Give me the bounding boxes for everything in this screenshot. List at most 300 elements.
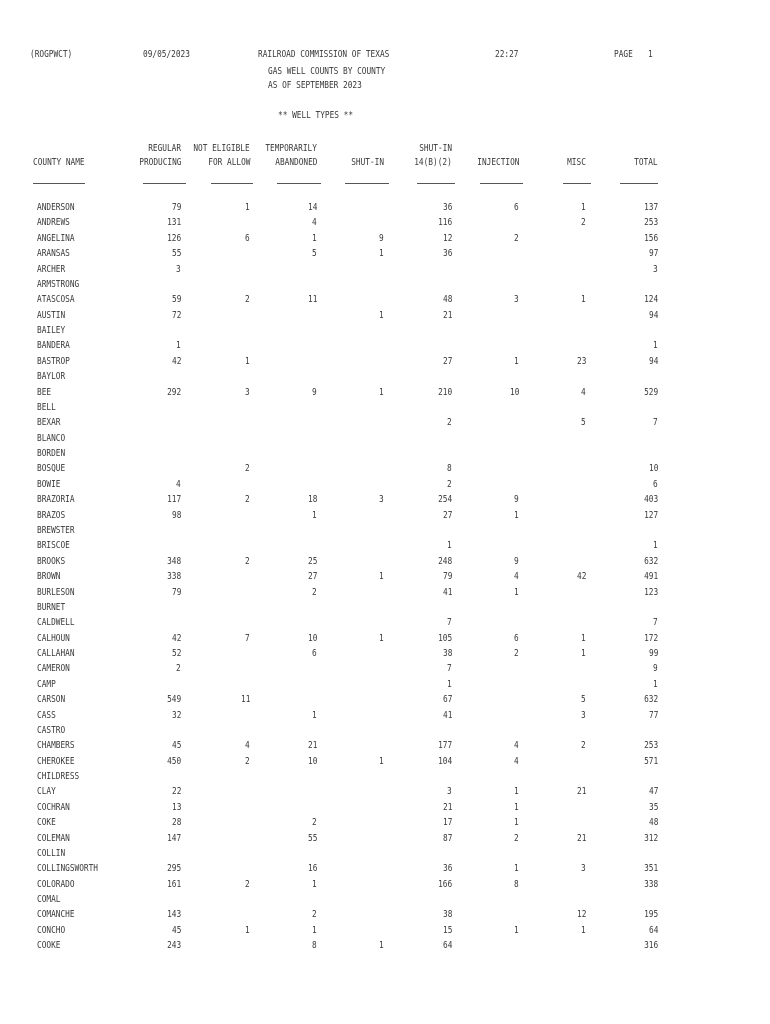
table-row [0, 310, 770, 323]
cell-total: 253 [643, 740, 658, 752]
cell-county-name: COLLINGSWORTH [37, 863, 98, 875]
header-underline [33, 183, 85, 184]
cell-total: 35 [648, 801, 658, 813]
cell-regular-producing: 1 [176, 340, 181, 352]
table-row [0, 648, 770, 661]
cell-shut-in-14b2: 41 [442, 709, 452, 721]
cell-total: 10 [648, 463, 658, 475]
table-row [0, 679, 770, 692]
cell-shut-in-14b2: 27 [442, 509, 452, 521]
table-row [0, 417, 770, 430]
cell-county-name: ARANSAS [37, 248, 70, 260]
table-row [0, 786, 770, 799]
cell-temporarily-abandoned: 2 [312, 909, 317, 921]
cell-county-name: BAILEY [37, 325, 66, 337]
cell-total: 1 [653, 340, 658, 352]
cell-regular-producing: 13 [171, 801, 181, 813]
cell-shut-in: 9 [379, 232, 384, 244]
cell-shut-in-14b2: 87 [442, 832, 452, 844]
cell-misc: 1 [581, 294, 586, 306]
cell-injection: 1 [514, 924, 519, 936]
col-header-not-eligible-for-allow-top: NOT ELIGIBLE [193, 143, 250, 154]
header-underline [480, 183, 523, 184]
cell-temporarily-abandoned: 1 [312, 924, 317, 936]
cell-regular-producing: 4 [176, 478, 181, 490]
cell-not-eligible-for-allow: 1 [245, 355, 250, 367]
table-row [0, 710, 770, 723]
cell-regular-producing: 450 [166, 755, 181, 767]
header-underline [143, 183, 186, 184]
cell-total: 3 [653, 263, 658, 275]
table-row [0, 325, 770, 338]
cell-total: 94 [648, 355, 658, 367]
cell-county-name: BEXAR [37, 417, 61, 429]
cell-county-name: ARCHER [37, 263, 66, 275]
report-subtitle: GAS WELL COUNTS BY COUNTY [268, 66, 386, 77]
cell-shut-in: 1 [379, 632, 384, 644]
cell-shut-in-14b2: 41 [442, 586, 452, 598]
cell-total: 253 [643, 217, 658, 229]
cell-regular-producing: 338 [166, 571, 181, 583]
cell-temporarily-abandoned: 1 [312, 878, 317, 890]
cell-regular-producing: 72 [171, 309, 181, 321]
cell-county-name: COKE [37, 817, 56, 829]
cell-temporarily-abandoned: 27 [307, 571, 317, 583]
table-row [0, 817, 770, 830]
cell-shut-in-14b2: 21 [442, 801, 452, 813]
cell-misc: 1 [581, 202, 586, 213]
cell-county-name: COMAL [37, 894, 61, 906]
table-row [0, 771, 770, 784]
cell-temporarily-abandoned: 9 [312, 386, 317, 398]
cell-shut-in-14b2: 21 [442, 309, 452, 321]
cell-total: 1 [653, 678, 658, 690]
table-row [0, 863, 770, 876]
table-row [0, 264, 770, 277]
cell-shut-in-14b2: 36 [442, 202, 452, 213]
cell-total: 124 [643, 294, 658, 306]
table-row [0, 587, 770, 600]
cell-county-name: AUSTIN [37, 309, 66, 321]
cell-shut-in: 1 [379, 248, 384, 260]
cell-regular-producing: 2 [176, 663, 181, 675]
cell-shut-in-14b2: 64 [442, 940, 452, 952]
header-underline [417, 183, 455, 184]
cell-shut-in: 1 [379, 755, 384, 767]
cell-misc: 12 [576, 909, 586, 921]
cell-temporarily-abandoned: 14 [307, 202, 317, 213]
cell-shut-in-14b2: 1 [447, 678, 452, 690]
cell-county-name: CHAMBERS [37, 740, 75, 752]
cell-county-name: BURNET [37, 601, 66, 613]
col-header-shut-in-14b2-bottom: 14(B)(2) [414, 157, 452, 168]
cell-county-name: BELL [37, 401, 56, 413]
cell-shut-in-14b2: 177 [437, 740, 452, 752]
cell-county-name: BEE [37, 386, 52, 398]
cell-county-name: BURLESON [37, 586, 75, 598]
cell-regular-producing: 161 [166, 878, 181, 890]
cell-county-name: BASTROP [37, 355, 70, 367]
cell-not-eligible-for-allow: 11 [240, 694, 250, 706]
cell-county-name: BRAZORIA [37, 494, 75, 506]
col-header-temporarily-abandoned-top: TEMPORARILY [265, 143, 317, 154]
cell-temporarily-abandoned: 21 [307, 740, 317, 752]
cell-shut-in-14b2: 48 [442, 294, 452, 306]
table-row [0, 571, 770, 584]
report-date: 09/05/2023 [143, 49, 190, 60]
cell-shut-in-14b2: 2 [447, 478, 452, 490]
cell-not-eligible-for-allow: 7 [245, 632, 250, 644]
cell-not-eligible-for-allow: 2 [245, 463, 250, 475]
cell-temporarily-abandoned: 2 [312, 817, 317, 829]
cell-shut-in-14b2: 8 [447, 463, 452, 475]
cell-county-name: ANDERSON [37, 202, 75, 213]
cell-temporarily-abandoned: 55 [307, 832, 317, 844]
table-row [0, 479, 770, 492]
cell-regular-producing: 52 [171, 648, 181, 660]
cell-misc: 3 [581, 709, 586, 721]
cell-total: 172 [643, 632, 658, 644]
cell-injection: 2 [514, 832, 519, 844]
cell-county-name: CHEROKEE [37, 755, 75, 767]
cell-temporarily-abandoned: 1 [312, 232, 317, 244]
col-header-not-eligible-for-allow-bottom: FOR ALLOW [207, 157, 250, 168]
cell-injection: 1 [514, 586, 519, 598]
cell-regular-producing: 42 [171, 632, 181, 644]
cell-temporarily-abandoned: 1 [312, 509, 317, 521]
cell-injection: 4 [514, 755, 519, 767]
cell-regular-producing: 143 [166, 909, 181, 921]
cell-county-name: BANDERA [37, 340, 70, 352]
col-header-misc-bottom: MISC [567, 157, 586, 168]
cell-county-name: BLANCO [37, 432, 66, 444]
cell-injection: 1 [514, 355, 519, 367]
cell-misc: 2 [581, 740, 586, 752]
cell-total: 7 [653, 417, 658, 429]
cell-county-name: CASTRO [37, 724, 66, 736]
table-row [0, 202, 770, 215]
header-underline [345, 183, 389, 184]
col-header-injection-bottom: INJECTION [476, 157, 519, 168]
cell-injection: 2 [514, 648, 519, 660]
table-row [0, 233, 770, 246]
cell-county-name: BRAZOS [37, 509, 66, 521]
cell-total: 123 [643, 586, 658, 598]
header-underline [620, 183, 658, 184]
cell-county-name: CONCHO [37, 924, 66, 936]
cell-county-name: CAMERON [37, 663, 70, 675]
cell-misc: 1 [581, 648, 586, 660]
table-row [0, 694, 770, 707]
cell-temporarily-abandoned: 16 [307, 863, 317, 875]
cell-total: 137 [643, 202, 658, 213]
cell-temporarily-abandoned: 10 [307, 632, 317, 644]
cell-county-name: CAMP [37, 678, 56, 690]
cell-shut-in-14b2: 116 [437, 217, 452, 229]
cell-regular-producing: 243 [166, 940, 181, 952]
cell-shut-in-14b2: 17 [442, 817, 452, 829]
cell-regular-producing: 45 [171, 924, 181, 936]
page-label: PAGE [614, 49, 633, 60]
table-row [0, 525, 770, 538]
cell-misc: 2 [581, 217, 586, 229]
cell-county-name: CARSON [37, 694, 66, 706]
cell-shut-in-14b2: 1 [447, 540, 452, 552]
cell-county-name: CALHOUN [37, 632, 70, 644]
cell-injection: 4 [514, 571, 519, 583]
table-row [0, 925, 770, 938]
cell-regular-producing: 59 [171, 294, 181, 306]
cell-shut-in-14b2: 79 [442, 571, 452, 583]
table-row [0, 540, 770, 553]
cell-misc: 42 [576, 571, 586, 583]
cell-county-name: BORDEN [37, 448, 66, 460]
cell-county-name: COMANCHE [37, 909, 75, 921]
table-row [0, 494, 770, 507]
report-id: (ROGPWCT) [30, 49, 73, 60]
cell-total: 156 [643, 232, 658, 244]
cell-temporarily-abandoned: 8 [312, 940, 317, 952]
table-row [0, 248, 770, 261]
cell-regular-producing: 79 [171, 586, 181, 598]
cell-regular-producing: 28 [171, 817, 181, 829]
cell-total: 1 [653, 540, 658, 552]
cell-county-name: BREWSTER [37, 524, 75, 536]
cell-total: 491 [643, 571, 658, 583]
cell-regular-producing: 126 [166, 232, 181, 244]
header-underline [277, 183, 321, 184]
cell-regular-producing: 98 [171, 509, 181, 521]
cell-county-name: COCHRAN [37, 801, 70, 813]
cell-county-name: BOSQUE [37, 463, 66, 475]
cell-injection: 1 [514, 509, 519, 521]
cell-total: 97 [648, 248, 658, 260]
cell-county-name: CLAY [37, 786, 56, 798]
cell-shut-in: 3 [379, 494, 384, 506]
cell-regular-producing: 32 [171, 709, 181, 721]
cell-county-name: COLEMAN [37, 832, 70, 844]
cell-misc: 21 [576, 786, 586, 798]
cell-total: 632 [643, 694, 658, 706]
cell-not-eligible-for-allow: 1 [245, 924, 250, 936]
cell-regular-producing: 131 [166, 217, 181, 229]
col-header-regular-producing-bottom: PRODUCING [138, 157, 181, 168]
cell-misc: 5 [581, 694, 586, 706]
col-header-regular-producing-top: REGULAR [148, 143, 181, 154]
cell-shut-in-14b2: 15 [442, 924, 452, 936]
report-title: RAILROAD COMMISSION OF TEXAS [258, 49, 390, 60]
cell-shut-in-14b2: 105 [437, 632, 452, 644]
cell-county-name: ATASCOSA [37, 294, 75, 306]
cell-total: 77 [648, 709, 658, 721]
col-header-shut-in-bottom: SHUT-IN [351, 157, 384, 168]
table-row [0, 371, 770, 384]
cell-regular-producing: 549 [166, 694, 181, 706]
cell-total: 48 [648, 817, 658, 829]
cell-temporarily-abandoned: 6 [312, 648, 317, 660]
cell-temporarily-abandoned: 4 [312, 217, 317, 229]
col-header-temporarily-abandoned-bottom: ABANDONED [274, 157, 317, 168]
cell-county-name: CALDWELL [37, 617, 75, 629]
cell-total: 316 [643, 940, 658, 952]
table-row [0, 294, 770, 307]
cell-injection: 6 [514, 202, 519, 213]
table-row [0, 833, 770, 846]
cell-temporarily-abandoned: 5 [312, 248, 317, 260]
cell-injection: 8 [514, 878, 519, 890]
cell-shut-in: 1 [379, 940, 384, 952]
table-row [0, 802, 770, 815]
table-row [0, 356, 770, 369]
cell-shut-in-14b2: 248 [437, 555, 452, 567]
table-row [0, 663, 770, 676]
cell-temporarily-abandoned: 18 [307, 494, 317, 506]
cell-county-name: BAYLOR [37, 371, 66, 383]
cell-total: 47 [648, 786, 658, 798]
cell-not-eligible-for-allow: 2 [245, 755, 250, 767]
cell-county-name: ANDREWS [37, 217, 70, 229]
cell-county-name: CALLAHAN [37, 648, 75, 660]
report-as-of: AS OF SEPTEMBER 2023 [268, 80, 362, 91]
cell-injection: 1 [514, 863, 519, 875]
cell-injection: 6 [514, 632, 519, 644]
cell-shut-in: 1 [379, 571, 384, 583]
cell-regular-producing: 117 [166, 494, 181, 506]
cell-shut-in-14b2: 104 [437, 755, 452, 767]
cell-not-eligible-for-allow: 3 [245, 386, 250, 398]
table-row [0, 510, 770, 523]
cell-total: 127 [643, 509, 658, 521]
table-row [0, 894, 770, 907]
cell-injection: 4 [514, 740, 519, 752]
cell-injection: 3 [514, 294, 519, 306]
cell-misc: 23 [576, 355, 586, 367]
cell-county-name: COLLIN [37, 847, 66, 859]
cell-county-name: COLORADO [37, 878, 75, 890]
header-underline [563, 183, 591, 184]
cell-not-eligible-for-allow: 2 [245, 878, 250, 890]
cell-regular-producing: 295 [166, 863, 181, 875]
cell-total: 94 [648, 309, 658, 321]
cell-total: 7 [653, 617, 658, 629]
cell-temporarily-abandoned: 25 [307, 555, 317, 567]
cell-injection: 10 [509, 386, 519, 398]
cell-misc: 3 [581, 863, 586, 875]
cell-total: 195 [643, 909, 658, 921]
cell-injection: 1 [514, 801, 519, 813]
table-row [0, 217, 770, 230]
cell-shut-in-14b2: 2 [447, 417, 452, 429]
cell-county-name: BROWN [37, 571, 61, 583]
cell-shut-in-14b2: 210 [437, 386, 452, 398]
cell-shut-in: 1 [379, 386, 384, 398]
cell-total: 338 [643, 878, 658, 890]
report-time: 22:27 [495, 49, 519, 60]
cell-not-eligible-for-allow: 1 [245, 202, 250, 213]
cell-misc: 4 [581, 386, 586, 398]
cell-total: 6 [653, 478, 658, 490]
table-row [0, 633, 770, 646]
cell-not-eligible-for-allow: 2 [245, 294, 250, 306]
cell-temporarily-abandoned: 2 [312, 586, 317, 598]
table-row [0, 940, 770, 953]
table-row [0, 433, 770, 446]
cell-total: 571 [643, 755, 658, 767]
page-number: 1 [648, 49, 653, 60]
cell-regular-producing: 45 [171, 740, 181, 752]
col-header-total-bottom: TOTAL [634, 157, 658, 168]
cell-not-eligible-for-allow: 2 [245, 555, 250, 567]
cell-temporarily-abandoned: 10 [307, 755, 317, 767]
cell-temporarily-abandoned: 11 [307, 294, 317, 306]
table-row [0, 279, 770, 292]
cell-shut-in-14b2: 166 [437, 878, 452, 890]
cell-shut-in: 1 [379, 309, 384, 321]
col-header-county-name-bottom: COUNTY NAME [33, 157, 85, 168]
cell-regular-producing: 22 [171, 786, 181, 798]
table-row [0, 387, 770, 400]
cell-injection: 9 [514, 555, 519, 567]
cell-not-eligible-for-allow: 2 [245, 494, 250, 506]
cell-county-name: BOWIE [37, 478, 61, 490]
cell-county-name: COOKE [37, 940, 61, 952]
table-row [0, 740, 770, 753]
cell-shut-in-14b2: 36 [442, 863, 452, 875]
table-row [0, 725, 770, 738]
cell-shut-in-14b2: 36 [442, 248, 452, 260]
cell-shut-in-14b2: 7 [447, 617, 452, 629]
table-row [0, 617, 770, 630]
table-row [0, 879, 770, 892]
cell-misc: 5 [581, 417, 586, 429]
cell-temporarily-abandoned: 1 [312, 709, 317, 721]
cell-misc: 1 [581, 632, 586, 644]
cell-total: 403 [643, 494, 658, 506]
cell-injection: 2 [514, 232, 519, 244]
table-row [0, 463, 770, 476]
cell-shut-in-14b2: 7 [447, 663, 452, 675]
col-header-shut-in-14b2-top: SHUT-IN [419, 143, 452, 154]
table-row [0, 756, 770, 769]
cell-county-name: ARMSTRONG [37, 278, 80, 290]
cell-county-name: CASS [37, 709, 56, 721]
cell-misc: 1 [581, 924, 586, 936]
cell-not-eligible-for-allow: 6 [245, 232, 250, 244]
table-row [0, 848, 770, 861]
cell-shut-in-14b2: 38 [442, 648, 452, 660]
cell-total: 99 [648, 648, 658, 660]
cell-total: 64 [648, 924, 658, 936]
cell-total: 632 [643, 555, 658, 567]
cell-regular-producing: 348 [166, 555, 181, 567]
table-row [0, 448, 770, 461]
cell-county-name: BRISCOE [37, 540, 70, 552]
cell-total: 312 [643, 832, 658, 844]
cell-shut-in-14b2: 3 [447, 786, 452, 798]
cell-regular-producing: 55 [171, 248, 181, 260]
cell-regular-producing: 3 [176, 263, 181, 275]
cell-not-eligible-for-allow: 4 [245, 740, 250, 752]
cell-shut-in-14b2: 27 [442, 355, 452, 367]
table-row [0, 340, 770, 353]
cell-regular-producing: 147 [166, 832, 181, 844]
cell-shut-in-14b2: 38 [442, 909, 452, 921]
cell-county-name: ANGELINA [37, 232, 75, 244]
cell-shut-in-14b2: 12 [442, 232, 452, 244]
cell-total: 351 [643, 863, 658, 875]
table-row [0, 602, 770, 615]
table-row [0, 556, 770, 569]
